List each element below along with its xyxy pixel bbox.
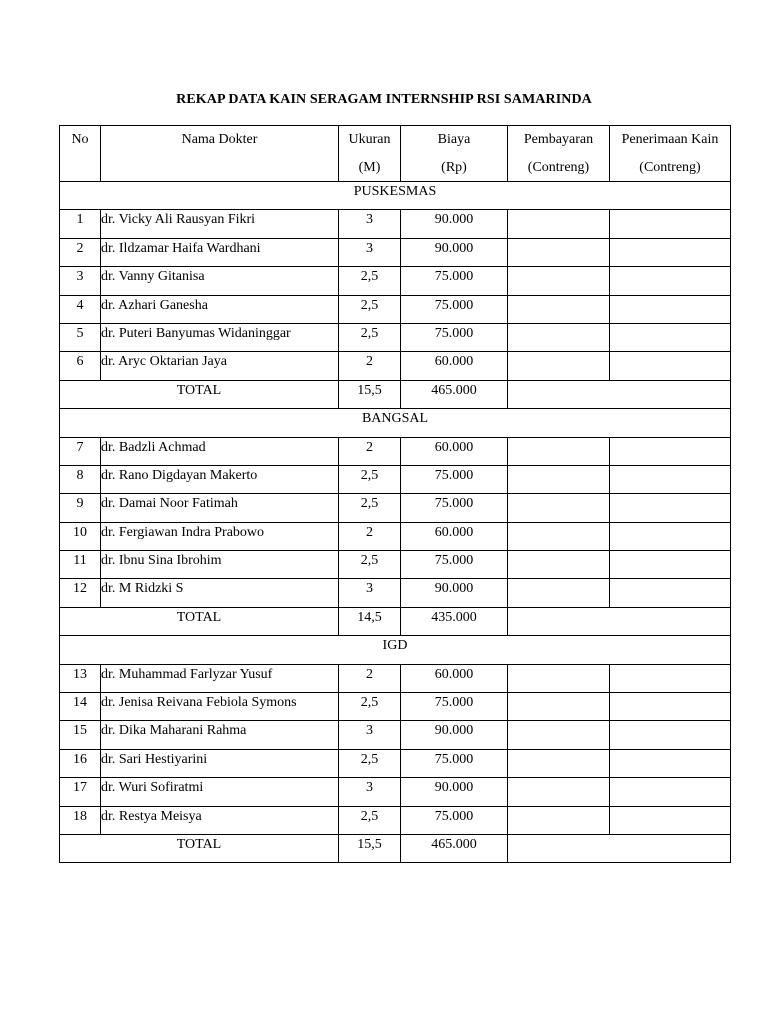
cost-value: 90.000 bbox=[401, 210, 508, 238]
size-value: 2 bbox=[339, 437, 401, 465]
cost-value: 90.000 bbox=[401, 579, 508, 607]
header-no: No bbox=[60, 126, 101, 182]
row-number: 3 bbox=[60, 267, 101, 295]
row-number: 18 bbox=[60, 806, 101, 834]
payment-check-cell bbox=[508, 778, 610, 806]
receipt-check-cell bbox=[610, 238, 731, 266]
table-row bbox=[60, 749, 731, 777]
section-title: PUSKESMAS bbox=[60, 182, 731, 210]
doctor-name: dr. Badzli Achmad bbox=[101, 437, 339, 465]
row-number: 12 bbox=[60, 579, 101, 607]
total-size: 14,5 bbox=[339, 607, 401, 635]
row-number: 5 bbox=[60, 323, 101, 351]
payment-check-cell bbox=[508, 267, 610, 295]
row-number: 6 bbox=[60, 352, 101, 380]
total-empty-cell bbox=[508, 834, 731, 862]
size-value: 3 bbox=[339, 210, 401, 238]
cost-value: 90.000 bbox=[401, 778, 508, 806]
row-number: 8 bbox=[60, 465, 101, 493]
header-row bbox=[60, 126, 731, 182]
cost-value: 75.000 bbox=[401, 465, 508, 493]
header-penerimaan: Penerimaan Kain (Contreng) bbox=[610, 126, 731, 182]
row-number: 14 bbox=[60, 693, 101, 721]
size-value: 2 bbox=[339, 664, 401, 692]
payment-check-cell bbox=[508, 693, 610, 721]
row-number: 17 bbox=[60, 778, 101, 806]
row-number: 4 bbox=[60, 295, 101, 323]
cost-value: 60.000 bbox=[401, 522, 508, 550]
doctor-name: dr. Fergiawan Indra Prabowo bbox=[101, 522, 339, 550]
size-value: 2,5 bbox=[339, 551, 401, 579]
table-row bbox=[60, 693, 731, 721]
total-cost: 465.000 bbox=[401, 380, 508, 408]
table-row bbox=[60, 465, 731, 493]
doctor-name: dr. Damai Noor Fatimah bbox=[101, 494, 339, 522]
total-row bbox=[60, 834, 731, 862]
cost-value: 60.000 bbox=[401, 437, 508, 465]
header-pembayaran: Pembayaran (Contreng) bbox=[508, 126, 610, 182]
doctor-name: dr. Puteri Banyumas Widaninggar bbox=[101, 323, 339, 351]
cost-value: 75.000 bbox=[401, 551, 508, 579]
table-row bbox=[60, 806, 731, 834]
doctor-name: dr. M Ridzki S bbox=[101, 579, 339, 607]
cost-value: 60.000 bbox=[401, 352, 508, 380]
receipt-check-cell bbox=[610, 437, 731, 465]
table-row bbox=[60, 238, 731, 266]
header-nama: Nama Dokter bbox=[101, 126, 339, 182]
payment-check-cell bbox=[508, 295, 610, 323]
table-row bbox=[60, 664, 731, 692]
table-row bbox=[60, 579, 731, 607]
total-empty-cell bbox=[508, 607, 731, 635]
total-cost: 435.000 bbox=[401, 607, 508, 635]
payment-check-cell bbox=[508, 579, 610, 607]
size-value: 3 bbox=[339, 721, 401, 749]
doctor-name: dr. Ildzamar Haifa Wardhani bbox=[101, 238, 339, 266]
row-number: 7 bbox=[60, 437, 101, 465]
row-number: 2 bbox=[60, 238, 101, 266]
payment-check-cell bbox=[508, 721, 610, 749]
table-row bbox=[60, 323, 731, 351]
section-row bbox=[60, 182, 731, 210]
size-value: 3 bbox=[339, 579, 401, 607]
row-number: 15 bbox=[60, 721, 101, 749]
total-size: 15,5 bbox=[339, 834, 401, 862]
cost-value: 75.000 bbox=[401, 806, 508, 834]
size-value: 2 bbox=[339, 522, 401, 550]
document-title: REKAP DATA KAIN SERAGAM INTERNSHIP RSI SAMARINDA bbox=[176, 92, 592, 107]
row-number: 11 bbox=[60, 551, 101, 579]
receipt-check-cell bbox=[610, 267, 731, 295]
receipt-check-cell bbox=[610, 295, 731, 323]
row-number: 1 bbox=[60, 210, 101, 238]
total-size: 15,5 bbox=[339, 380, 401, 408]
receipt-check-cell bbox=[610, 465, 731, 493]
header-biaya: Biaya (Rp) bbox=[401, 126, 508, 182]
total-row bbox=[60, 607, 731, 635]
receipt-check-cell bbox=[610, 494, 731, 522]
total-empty-cell bbox=[508, 380, 731, 408]
table-row bbox=[60, 721, 731, 749]
cost-value: 90.000 bbox=[401, 721, 508, 749]
payment-check-cell bbox=[508, 522, 610, 550]
cost-value: 90.000 bbox=[401, 238, 508, 266]
payment-check-cell bbox=[508, 323, 610, 351]
receipt-check-cell bbox=[610, 210, 731, 238]
payment-check-cell bbox=[508, 238, 610, 266]
payment-check-cell bbox=[508, 352, 610, 380]
payment-check-cell bbox=[508, 551, 610, 579]
row-number: 16 bbox=[60, 749, 101, 777]
payment-check-cell bbox=[508, 210, 610, 238]
size-value: 2,5 bbox=[339, 806, 401, 834]
size-value: 2,5 bbox=[339, 494, 401, 522]
table-row bbox=[60, 551, 731, 579]
payment-check-cell bbox=[508, 749, 610, 777]
cost-value: 75.000 bbox=[401, 267, 508, 295]
table-row bbox=[60, 295, 731, 323]
header-ukuran: Ukuran (M) bbox=[339, 126, 401, 182]
size-value: 2,5 bbox=[339, 323, 401, 351]
size-value: 3 bbox=[339, 238, 401, 266]
receipt-check-cell bbox=[610, 551, 731, 579]
table-body bbox=[60, 182, 731, 863]
cost-value: 75.000 bbox=[401, 295, 508, 323]
table-row bbox=[60, 352, 731, 380]
row-number: 13 bbox=[60, 664, 101, 692]
cost-value: 75.000 bbox=[401, 693, 508, 721]
receipt-check-cell bbox=[610, 806, 731, 834]
total-row bbox=[60, 380, 731, 408]
payment-check-cell bbox=[508, 437, 610, 465]
section-title: BANGSAL bbox=[60, 409, 731, 437]
row-number: 10 bbox=[60, 522, 101, 550]
doctor-name: dr. Vicky Ali Rausyan Fikri bbox=[101, 210, 339, 238]
receipt-check-cell bbox=[610, 352, 731, 380]
doctor-name: dr. Sari Hestiyarini bbox=[101, 749, 339, 777]
doctor-name: dr. Restya Meisya bbox=[101, 806, 339, 834]
size-value: 2 bbox=[339, 352, 401, 380]
table-row bbox=[60, 494, 731, 522]
payment-check-cell bbox=[508, 465, 610, 493]
size-value: 2,5 bbox=[339, 693, 401, 721]
total-label: TOTAL bbox=[60, 834, 339, 862]
rekap-table bbox=[59, 125, 731, 863]
receipt-check-cell bbox=[610, 693, 731, 721]
size-value: 2,5 bbox=[339, 295, 401, 323]
cost-value: 75.000 bbox=[401, 749, 508, 777]
cost-value: 60.000 bbox=[401, 664, 508, 692]
doctor-name: dr. Azhari Ganesha bbox=[101, 295, 339, 323]
receipt-check-cell bbox=[610, 778, 731, 806]
receipt-check-cell bbox=[610, 323, 731, 351]
receipt-check-cell bbox=[610, 664, 731, 692]
section-title: IGD bbox=[60, 636, 731, 664]
total-label: TOTAL bbox=[60, 380, 339, 408]
table-row bbox=[60, 210, 731, 238]
doctor-name: dr. Rano Digdayan Makerto bbox=[101, 465, 339, 493]
payment-check-cell bbox=[508, 806, 610, 834]
receipt-check-cell bbox=[610, 721, 731, 749]
doctor-name: dr. Wuri Sofiratmi bbox=[101, 778, 339, 806]
section-row bbox=[60, 409, 731, 437]
table-row bbox=[60, 437, 731, 465]
doctor-name: dr. Muhammad Farlyzar Yusuf bbox=[101, 664, 339, 692]
row-number: 9 bbox=[60, 494, 101, 522]
total-cost: 465.000 bbox=[401, 834, 508, 862]
receipt-check-cell bbox=[610, 749, 731, 777]
doctor-name: dr. Jenisa Reivana Febiola Symons bbox=[101, 693, 339, 721]
doctor-name: dr. Aryc Oktarian Jaya bbox=[101, 352, 339, 380]
cost-value: 75.000 bbox=[401, 323, 508, 351]
size-value: 2,5 bbox=[339, 465, 401, 493]
table-row bbox=[60, 267, 731, 295]
doctor-name: dr. Vanny Gitanisa bbox=[101, 267, 339, 295]
size-value: 2,5 bbox=[339, 749, 401, 777]
doctor-name: dr. Ibnu Sina Ibrohim bbox=[101, 551, 339, 579]
total-label: TOTAL bbox=[60, 607, 339, 635]
cost-value: 75.000 bbox=[401, 494, 508, 522]
size-value: 3 bbox=[339, 778, 401, 806]
section-row bbox=[60, 636, 731, 664]
size-value: 2,5 bbox=[339, 267, 401, 295]
doctor-name: dr. Dika Maharani Rahma bbox=[101, 721, 339, 749]
table-row bbox=[60, 778, 731, 806]
table-row bbox=[60, 522, 731, 550]
receipt-check-cell bbox=[610, 522, 731, 550]
payment-check-cell bbox=[508, 664, 610, 692]
payment-check-cell bbox=[508, 494, 610, 522]
receipt-check-cell bbox=[610, 579, 731, 607]
